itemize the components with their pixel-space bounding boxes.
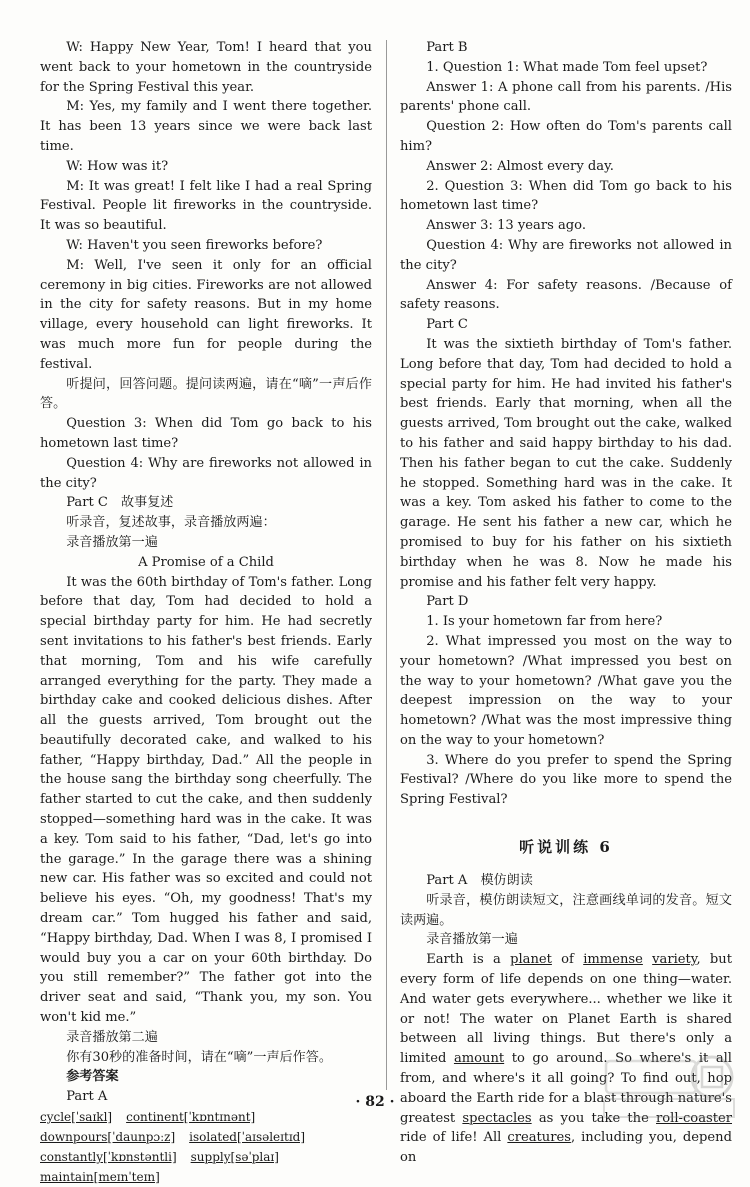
passage-text: of <box>551 952 584 968</box>
part-c-heading: Part C 故事复述 <box>66 495 174 511</box>
dialog-line: M: Yes, my family and I went there together. It has been 13 years since we were back last time. <box>40 99 372 154</box>
answer-instruction: 听提问，回答问题。提问读两遍，请在“嘀”一声后作答。 <box>40 376 372 412</box>
vocabulary-list <box>40 1107 372 1187</box>
underlined-word: creatures <box>507 1130 571 1146</box>
section-title: 听说训练 6 <box>519 838 613 857</box>
story-title: A Promise of a Child <box>138 554 274 570</box>
first-playback-label: 录音播放第一遍 <box>426 932 518 948</box>
dialog-line: M: Well, I've seen it only for an official ceremony in big cities. Fireworks are not allowed in the city for safety reasons. But in my home village, every household can light fireworks. It was much more fun for people during the festival. <box>40 257 372 372</box>
vocab-item: constantly[ˈkɒnstəntli] <box>40 1150 177 1165</box>
passage-text: , including you, depend on <box>400 1130 732 1166</box>
right-column <box>400 38 732 1168</box>
part-d-item: 1. Is your hometown far from here? <box>426 614 663 630</box>
part-b-item: 2. Question 3: When did Tom go back to his hometown last time? <box>400 178 732 214</box>
underlined-word: immense <box>583 952 643 968</box>
passage-text: , but every form of life depends on one thing—water. And water gets everywhere... whether we like it or not! The water on Planet Earth is shared between all living things. But there's only a limited <box>400 952 732 1067</box>
part-b-item: 1. Question 1: What made Tom feel upset? <box>426 59 708 75</box>
watermark-graphic <box>594 1051 744 1121</box>
part-b-item: Answer 1: A phone call from his parents. /His parents' phone call. <box>400 79 732 115</box>
part-b-label: Part B <box>426 40 468 55</box>
vocab-item: supply[səˈplaɪ] <box>190 1150 279 1165</box>
vocab-item: downpours[ˈdaunpɔːz] <box>40 1130 176 1145</box>
passage-text: ride of life! All <box>400 1130 508 1146</box>
part-d-item: 2. What impressed you most on the way to your hometown? /What impressed you best on the way to your hometown? /What gave you the deepest impression on the way to your hometown? /What was the most impressive thing on the way to your hometown? <box>400 633 732 748</box>
watermark-logo <box>594 1051 744 1121</box>
left-column <box>40 38 372 1187</box>
dialog-line: W: Happy New Year, Tom! I heard that you went back to your hometown in the countryside for the Spring Festival this year. <box>40 40 372 95</box>
column-divider <box>386 40 387 1090</box>
dialog-line: M: It was great! I felt like I had a real Spring Festival. People lit fireworks in the countryside. It was so beautiful. <box>40 178 372 234</box>
underlined-word: amount <box>453 1051 505 1067</box>
part-a-label: Part A <box>66 1089 108 1105</box>
dialog-line: W: How was it? <box>66 158 169 174</box>
underlined-word: roll-coaster <box>656 1110 732 1126</box>
part-b-item: Answer 4: For safety reasons. /Because of safety reasons. <box>400 277 732 313</box>
part-a-heading: Part A 模仿朗读 <box>426 873 533 889</box>
underlined-word: variety <box>652 952 697 968</box>
part-c-instruction: 听录音，复述故事，录音播放两遍： <box>66 515 276 531</box>
story-text: It was the 60th birthday of Tom's father. Long before that day, Tom had decided to hold a special birthday party for him. He had secretly sent invitations to his father's best friends. Early that morning, Tom and his wife carefully arranged everything for the party. They made a birthday cake and cooked delicious dishes. After all the guests arrived, Tom brought out the beautifully decorated cake, and walked to his father, “Happy birthday, Dad.” All the people in the house sang the birthday song cheerfully. The father started to cut the cake, and then suddenly stopped—something hard was in the cake. It was a key. Tom said to his father, “Dad, let's go into the garage.” In the garage there was a shining new car. His father was so excited and could not believe his eyes. “Oh, my goodness! That's my dream car.” Tom hugged his father and said, “Happy birthday, Dad. When I was 8, I promised I would buy you a car on your 60th birthday. Do you still remember?” The father got into the driver seat and said, “Thank you, my son. You won't kid me.” <box>40 574 372 1026</box>
dialog-line: W: Haven't you seen fireworks before? <box>66 237 323 253</box>
passage-text: as you take the <box>531 1110 657 1126</box>
vocab-item: maintain[meɪnˈteɪn] <box>40 1170 160 1185</box>
passage-text: Earth is a <box>426 952 511 968</box>
reference-answers-heading: 参考答案 <box>66 1069 119 1085</box>
part-b-item: Answer 2: Almost every day. <box>426 158 614 174</box>
part-b-item: Question 4: Why are fireworks not allowed in the city? <box>400 237 732 273</box>
part-d-label: Part D <box>426 594 469 610</box>
question-4: Question 4: Why are fireworks not allowed in the city? <box>40 455 372 491</box>
part-c-answer: It was the sixtieth birthday of Tom's father. Long before that day, Tom had decided to hold a special party for him. He had invited his father's best friends. Early that morning, when all the guests arrived, Tom brought out the cake, walked to his father and said happy birthday to his dad. Then his father began to cut the cake. Suddenly he stopped. Something hard was in the cake. It was a key. Tom asked his father to come to the garage. He sent his father a new car, which he promised to buy for his father on his sixtieth birthday when he was 8. Now he made his promise and his father felt very happy. <box>400 336 732 590</box>
vocab-item: isolated[ˈaɪsəleɪtɪd] <box>189 1130 306 1145</box>
part-d-item: 3. Where do you prefer to spend the Spring Festival? /Where do you like more to spend the Spring Festival? <box>400 752 732 808</box>
part-c-label: Part C <box>426 317 468 333</box>
part-b-item: Question 2: How often do Tom's parents call him? <box>400 119 732 154</box>
passage-text: to go around. So where's it all from, and where's it all going? To find out, hop aboard the Earth ride for a blast through nature's greatest <box>400 1051 732 1126</box>
second-playback-label: 录音播放第二遍 <box>66 1029 158 1045</box>
passage-text <box>643 952 652 967</box>
underlined-word: planet <box>510 952 552 968</box>
part-a-instruction: 听录音，模仿朗读短文，注意画线单词的发音。短文读两遍。 <box>400 892 732 928</box>
preparation-instruction: 你有30秒的准备时间，请在“嘀”一声后作答。 <box>66 1049 332 1065</box>
first-playback-label: 录音播放第一遍 <box>66 534 158 550</box>
underlined-word: spectacles <box>462 1110 532 1126</box>
part-b-item: Answer 3: 13 years ago. <box>426 218 586 234</box>
question-3: Question 3: When did Tom go back to his hometown last time? <box>40 416 372 451</box>
page-number: · 82 · <box>355 1094 395 1110</box>
vocab-item: cycle[ˈsaɪkl] <box>40 1110 113 1125</box>
vocab-item: continent[ˈkɒntɪnənt] <box>126 1110 256 1125</box>
